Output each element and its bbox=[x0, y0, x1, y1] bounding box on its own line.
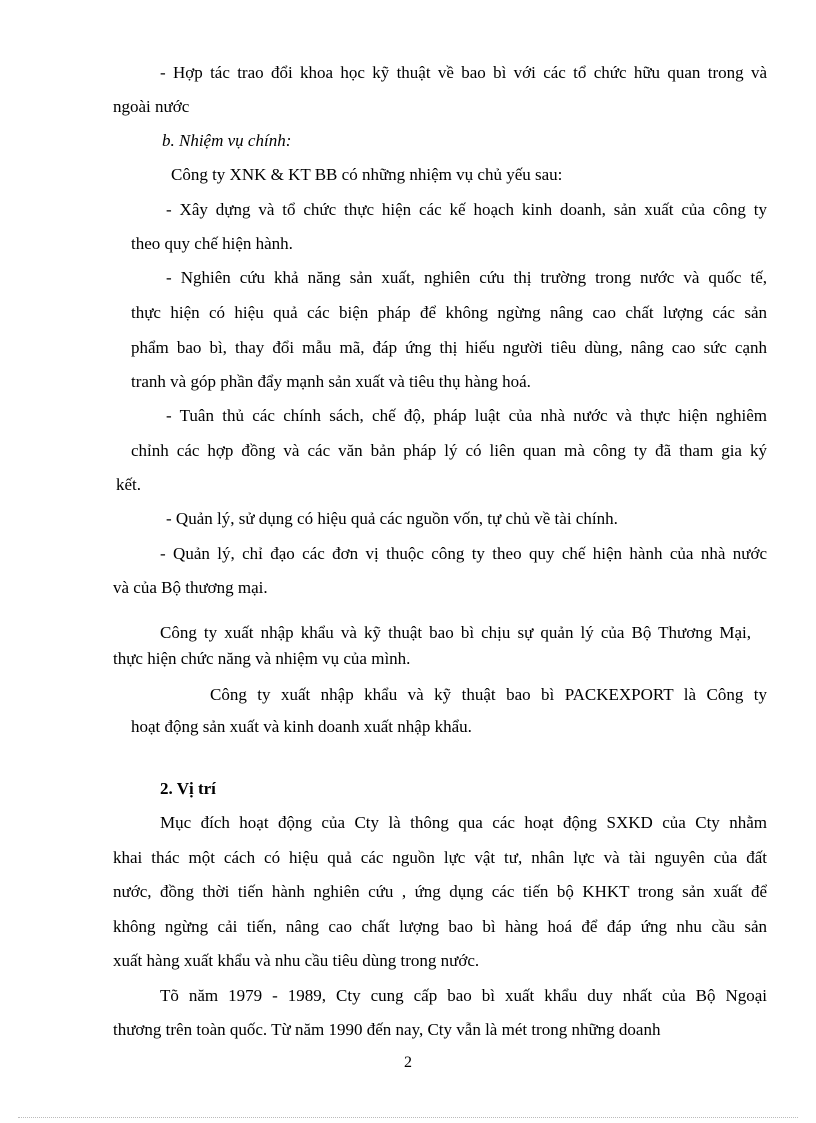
text-line: - Quản lý, sử dụng có hiệu quả các nguồn vốn, tự chủ về tài chính. bbox=[166, 509, 618, 528]
page-divider bbox=[18, 1117, 798, 1118]
text-line: - Hợp tác trao đổi khoa học kỹ thuật về bao bì với các tổ chức hữu quan trong và bbox=[160, 63, 767, 82]
text-line: thương trên toàn quốc. Từ năm 1990 đến nay, Cty vẫn là mét trong những doanh bbox=[113, 1020, 661, 1039]
text-line: tranh và góp phần đẩy mạnh sản xuất và tiêu thụ hàng hoá. bbox=[131, 372, 531, 391]
text-line: thực hiện chức năng và nhiệm vụ của mình. bbox=[113, 649, 411, 668]
text-line: - Xây dựng và tổ chức thực hiện các kế hoạch kinh doanh, sản xuất của công ty bbox=[166, 200, 767, 219]
text-line: khai thác một cách có hiệu quả các nguồn lực vật tư, nhân lực và tài nguyên của đất bbox=[113, 848, 767, 867]
text-line: Công ty xuất nhập khẩu và kỹ thuật bao bì chịu sự quản lý của Bộ Thương Mại, bbox=[160, 623, 751, 642]
text-line: và của Bộ thương mại. bbox=[113, 578, 268, 597]
text-line: thực hiện có hiệu quả các biện pháp để không ngừng nâng cao chất lượng các sản bbox=[131, 303, 767, 322]
text-line: không ngừng cải tiến, nâng cao chất lượng bao bì hàng hoá để đáp ứng nhu cầu sản bbox=[113, 917, 767, 936]
text-line: Tõ năm 1979 - 1989, Cty cung cấp bao bì xuất khẩu duy nhất của Bộ Ngoại bbox=[160, 986, 767, 1005]
text-line: Công ty XNK & KT BB có những nhiệm vụ chủ yếu sau: bbox=[171, 165, 563, 184]
text-line: chỉnh các hợp đồng và các văn bản pháp lý có liên quan mà công ty đã tham gia ký bbox=[131, 441, 767, 460]
text-line: Công ty xuất nhập khẩu và kỹ thuật bao bì PACKEXPORT là Công ty bbox=[210, 685, 767, 704]
text-line: Mục đích hoạt động của Cty là thông qua các hoạt động SXKD của Cty nhằm bbox=[160, 813, 767, 832]
text-line: hoạt động sản xuất và kinh doanh xuất nhập khẩu. bbox=[131, 717, 472, 736]
text-line: nước, đồng thời tiến hành nghiên cứu , ứng dụng các tiến bộ KHKT trong sản xuất để bbox=[113, 882, 767, 901]
text-line: kết. bbox=[116, 475, 142, 494]
text-line: xuất hàng xuất khẩu và nhu cầu tiêu dùng trong nước. bbox=[113, 951, 480, 970]
section-subheading: b. Nhiệm vụ chính: bbox=[162, 131, 292, 150]
text-line: phẩm bao bì, thay đổi mẫu mã, đáp ứng thị hiếu người tiêu dùng, nâng cao sức cạnh bbox=[131, 338, 767, 357]
text-line: ngoài nước bbox=[113, 97, 190, 116]
text-line: - Tuân thủ các chính sách, chế độ, pháp luật của nhà nước và thực hiện nghiêm bbox=[166, 406, 767, 425]
page-number: 2 bbox=[404, 1054, 412, 1071]
text-line: - Nghiên cứu khả năng sản xuất, nghiên cứu thị trường trong nước và quốc tế, bbox=[166, 268, 767, 287]
text-line: theo quy chế hiện hành. bbox=[131, 234, 293, 253]
text-line: - Quản lý, chỉ đạo các đơn vị thuộc công ty theo quy chế hiện hành của nhà nước bbox=[160, 544, 767, 563]
section-heading: 2. Vị trí bbox=[160, 779, 216, 798]
